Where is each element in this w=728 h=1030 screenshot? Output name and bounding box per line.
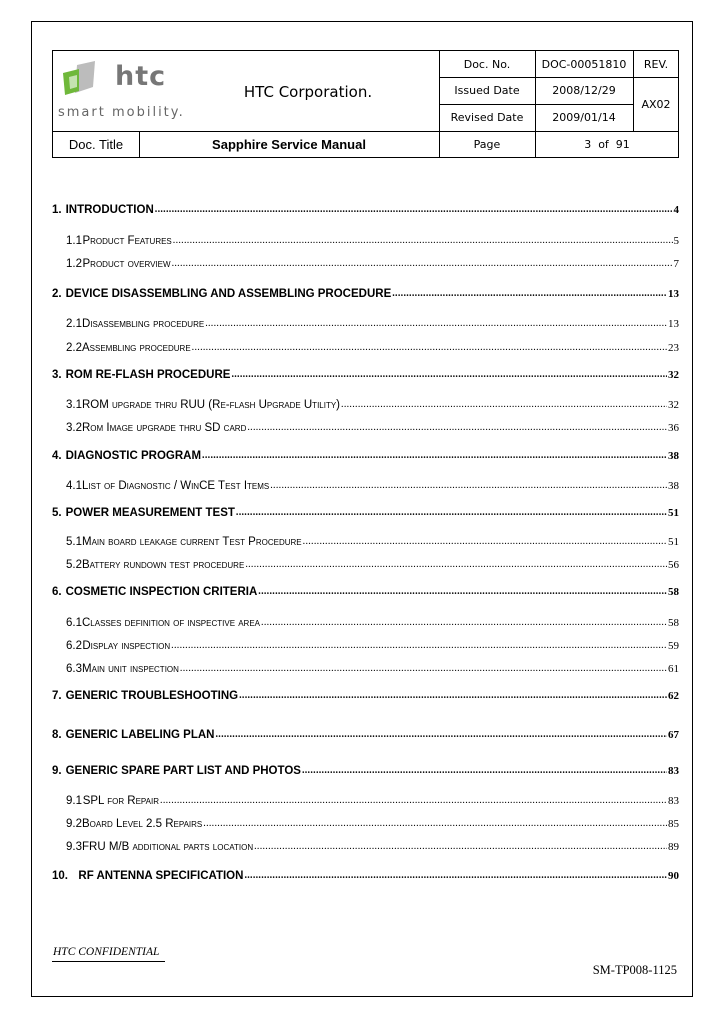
toc-page-number: 13	[668, 288, 679, 300]
toc-entry-number: 10.	[52, 870, 68, 882]
toc-leader-dots	[302, 766, 667, 777]
toc-leader-dots	[254, 842, 667, 853]
toc-section-entry[interactable]	[52, 686, 679, 702]
toc-entry-number: 2.	[52, 288, 62, 300]
toc-leader-dots	[155, 205, 673, 216]
toc-page-number: 7	[673, 258, 679, 270]
toc-entry-number: 6.3	[66, 663, 82, 675]
doc-no-label: Doc. No.	[463, 57, 511, 71]
toc-leader-dots	[341, 400, 667, 411]
corporation-name: HTC Corporation.	[243, 83, 373, 101]
toc-entry-title: Rom Image upgrade thru SD card	[82, 422, 247, 434]
toc-leader-dots	[244, 871, 667, 882]
logo-text: htc	[115, 61, 167, 92]
toc-entry-number: 1.	[52, 204, 62, 216]
toc-entry-title: Main unit inspection	[82, 663, 179, 675]
toc-entry-title: List of Diagnostic / WinCE Test Items	[82, 480, 270, 492]
toc-section-entry[interactable]	[52, 725, 679, 741]
toc-entry-number: 9.	[52, 765, 62, 777]
toc-subsection-entry[interactable]	[52, 314, 679, 330]
toc-subsection-entry[interactable]	[52, 636, 679, 652]
toc-entry-number: 2.2	[66, 342, 82, 354]
toc-entry-number: 9.2	[66, 818, 82, 830]
toc-subsection-entry[interactable]	[52, 476, 679, 492]
toc-subsection-entry[interactable]	[52, 231, 679, 247]
toc-entry-number: 6.	[52, 586, 62, 598]
toc-section-entry[interactable]	[52, 284, 679, 300]
logo-tagline: smart mobility.	[58, 105, 185, 120]
toc-subsection-entry[interactable]	[52, 613, 679, 629]
toc-page-number: 36	[668, 422, 679, 434]
toc-leader-dots	[270, 481, 667, 492]
toc-entry-number: 3.	[52, 369, 62, 381]
toc-entry-title: GENERIC LABELING PLAN	[65, 729, 215, 741]
toc-leader-dots	[239, 691, 667, 702]
toc-entry-title: Disassembling procedure	[82, 318, 205, 330]
toc-page-number: 62	[668, 690, 679, 702]
toc-subsection-entry[interactable]	[52, 659, 679, 675]
toc-leader-dots	[180, 664, 667, 675]
toc-leader-dots	[192, 343, 667, 354]
toc-subsection-entry[interactable]	[52, 814, 679, 830]
toc-leader-dots	[160, 796, 667, 807]
toc-entry-title: Assembling procedure	[82, 342, 191, 354]
doc-no-value: DOC-00051810	[541, 57, 627, 71]
toc-entry-title: DIAGNOSTIC PROGRAM	[65, 450, 202, 462]
toc-page-number: 4	[673, 204, 679, 216]
toc-page-number: 32	[668, 399, 679, 411]
toc-entry-number: 2.1	[66, 318, 82, 330]
toc-entry-number: 3.1	[66, 399, 82, 411]
toc-page-number: 38	[668, 450, 679, 462]
toc-entry-title: SPL for Repair	[82, 795, 160, 807]
toc-section-entry[interactable]	[52, 446, 679, 462]
toc-subsection-entry[interactable]	[52, 555, 679, 571]
toc-entry-title: FRU M/B additional parts location	[82, 841, 254, 853]
toc-leader-dots	[303, 537, 667, 548]
rev-value: AX02	[641, 97, 671, 111]
issued-date-value: 2008/12/29	[552, 84, 616, 97]
toc-entry-title: Classes definition of inspective area	[82, 617, 261, 629]
revised-date-value: 2009/01/14	[552, 111, 616, 124]
toc-leader-dots	[171, 641, 667, 652]
toc-entry-number: 5.	[52, 507, 62, 519]
toc-page-number: 51	[668, 536, 679, 548]
toc-section-entry[interactable]	[52, 866, 679, 882]
toc-page-number: 58	[668, 586, 679, 598]
toc-page-number: 51	[668, 507, 679, 519]
toc-page-number: 89	[668, 841, 679, 853]
toc-subsection-entry[interactable]	[52, 395, 679, 411]
toc-entry-number: 4.1	[66, 480, 82, 492]
toc-entry-number: 5.2	[66, 559, 82, 571]
toc-entry-title: ROM RE-FLASH PROCEDURE	[65, 369, 231, 381]
toc-entry-number: 9.3	[66, 841, 82, 853]
toc-leader-dots	[202, 451, 667, 462]
toc-subsection-entry[interactable]	[52, 837, 679, 853]
toc-page-number: 5	[673, 235, 679, 247]
toc-leader-dots	[215, 730, 667, 741]
toc-leader-dots	[173, 236, 673, 247]
toc-entry-title: Display inspection	[82, 640, 171, 652]
toc-entry-number: 5.1	[66, 536, 82, 548]
toc-entry-number: 6.2	[66, 640, 82, 652]
toc-entry-number: 7.	[52, 690, 62, 702]
toc-entry-title: Main board leakage current Test Procedure	[82, 536, 302, 548]
toc-page-number: 58	[668, 617, 679, 629]
toc-entry-title: INTRODUCTION	[65, 204, 154, 216]
toc-subsection-entry[interactable]	[52, 418, 679, 434]
rev-label: REV.	[643, 57, 669, 71]
toc-section-entry[interactable]	[52, 761, 679, 777]
document-header	[52, 50, 679, 158]
toc-entry-title: Product Features	[82, 235, 172, 247]
page-value: 3 of 91	[584, 137, 630, 151]
issued-date-label: Issued Date	[454, 84, 520, 97]
toc-leader-dots	[392, 289, 667, 300]
toc-section-entry[interactable]	[52, 582, 679, 598]
toc-page-number: 67	[668, 729, 679, 741]
doc-title-label: Doc. Title	[68, 136, 124, 152]
toc-page-number: 38	[668, 480, 679, 492]
toc-entry-title: Battery rundown test procedure	[82, 559, 245, 571]
toc-leader-dots	[231, 370, 667, 381]
toc-page-number: 83	[668, 765, 679, 777]
toc-page-number: 56	[668, 559, 679, 571]
document-code: SM-TP008-1125	[592, 963, 677, 977]
toc-entry-title: DEVICE DISASSEMBLING AND ASSEMBLING PROCEDURE	[65, 288, 392, 300]
footer-divider	[52, 961, 165, 962]
toc-leader-dots	[258, 587, 667, 598]
toc-page-number: 85	[668, 818, 679, 830]
toc-entry-title: GENERIC SPARE PART LIST AND PHOTOS	[65, 765, 301, 777]
toc-page-number: 90	[668, 870, 679, 882]
toc-leader-dots	[172, 259, 673, 270]
toc-entry-title: Product overview	[82, 258, 171, 270]
toc-entry-number: 3.2	[66, 422, 82, 434]
toc-leader-dots	[247, 423, 667, 434]
toc-page-number: 59	[668, 640, 679, 652]
toc-page-number: 13	[668, 318, 679, 330]
toc-page-number: 32	[668, 369, 679, 381]
toc-leader-dots	[261, 618, 667, 629]
toc-entry-number: 4.	[52, 450, 62, 462]
toc-page-number: 83	[668, 795, 679, 807]
toc-entry-title: COSMETIC INSPECTION CRITERIA	[65, 586, 258, 598]
toc-entry-title: RF ANTENNA SPECIFICATION	[72, 870, 244, 882]
toc-entry-number: 8.	[52, 729, 62, 741]
toc-leader-dots	[236, 508, 667, 519]
toc-page-number: 23	[668, 342, 679, 354]
toc-page-number: 61	[668, 663, 679, 675]
toc-entry-number: 1.1	[66, 235, 82, 247]
toc-entry-title: ROM upgrade thru RUU (Re-flash Upgrade Utility)	[82, 399, 341, 411]
toc-subsection-entry[interactable]	[52, 532, 679, 548]
doc-title-value: Sapphire Service Manual	[212, 136, 366, 152]
toc-entry-number: 6.1	[66, 617, 82, 629]
toc-leader-dots	[203, 819, 667, 830]
toc-section-entry[interactable]	[52, 503, 679, 519]
revised-date-label: Revised Date	[450, 111, 524, 124]
toc-section-entry[interactable]	[52, 200, 679, 216]
toc-entry-number: 1.2	[66, 258, 82, 270]
toc-leader-dots	[205, 319, 667, 330]
toc-subsection-entry[interactable]	[52, 254, 679, 270]
toc-subsection-entry[interactable]	[52, 338, 679, 354]
toc-entry-title: Board Level 2.5 Repairs	[82, 818, 203, 830]
toc-leader-dots	[245, 560, 667, 571]
toc-entry-number: 9.1	[66, 795, 82, 807]
page-label: Page	[473, 137, 501, 151]
toc-entry-title: POWER MEASUREMENT TEST	[65, 507, 235, 519]
toc-subsection-entry[interactable]	[52, 791, 679, 807]
toc-entry-title: GENERIC TROUBLESHOOTING	[65, 690, 239, 702]
confidential-label: HTC CONFIDENTIAL	[53, 946, 160, 958]
toc-section-entry[interactable]	[52, 365, 679, 381]
